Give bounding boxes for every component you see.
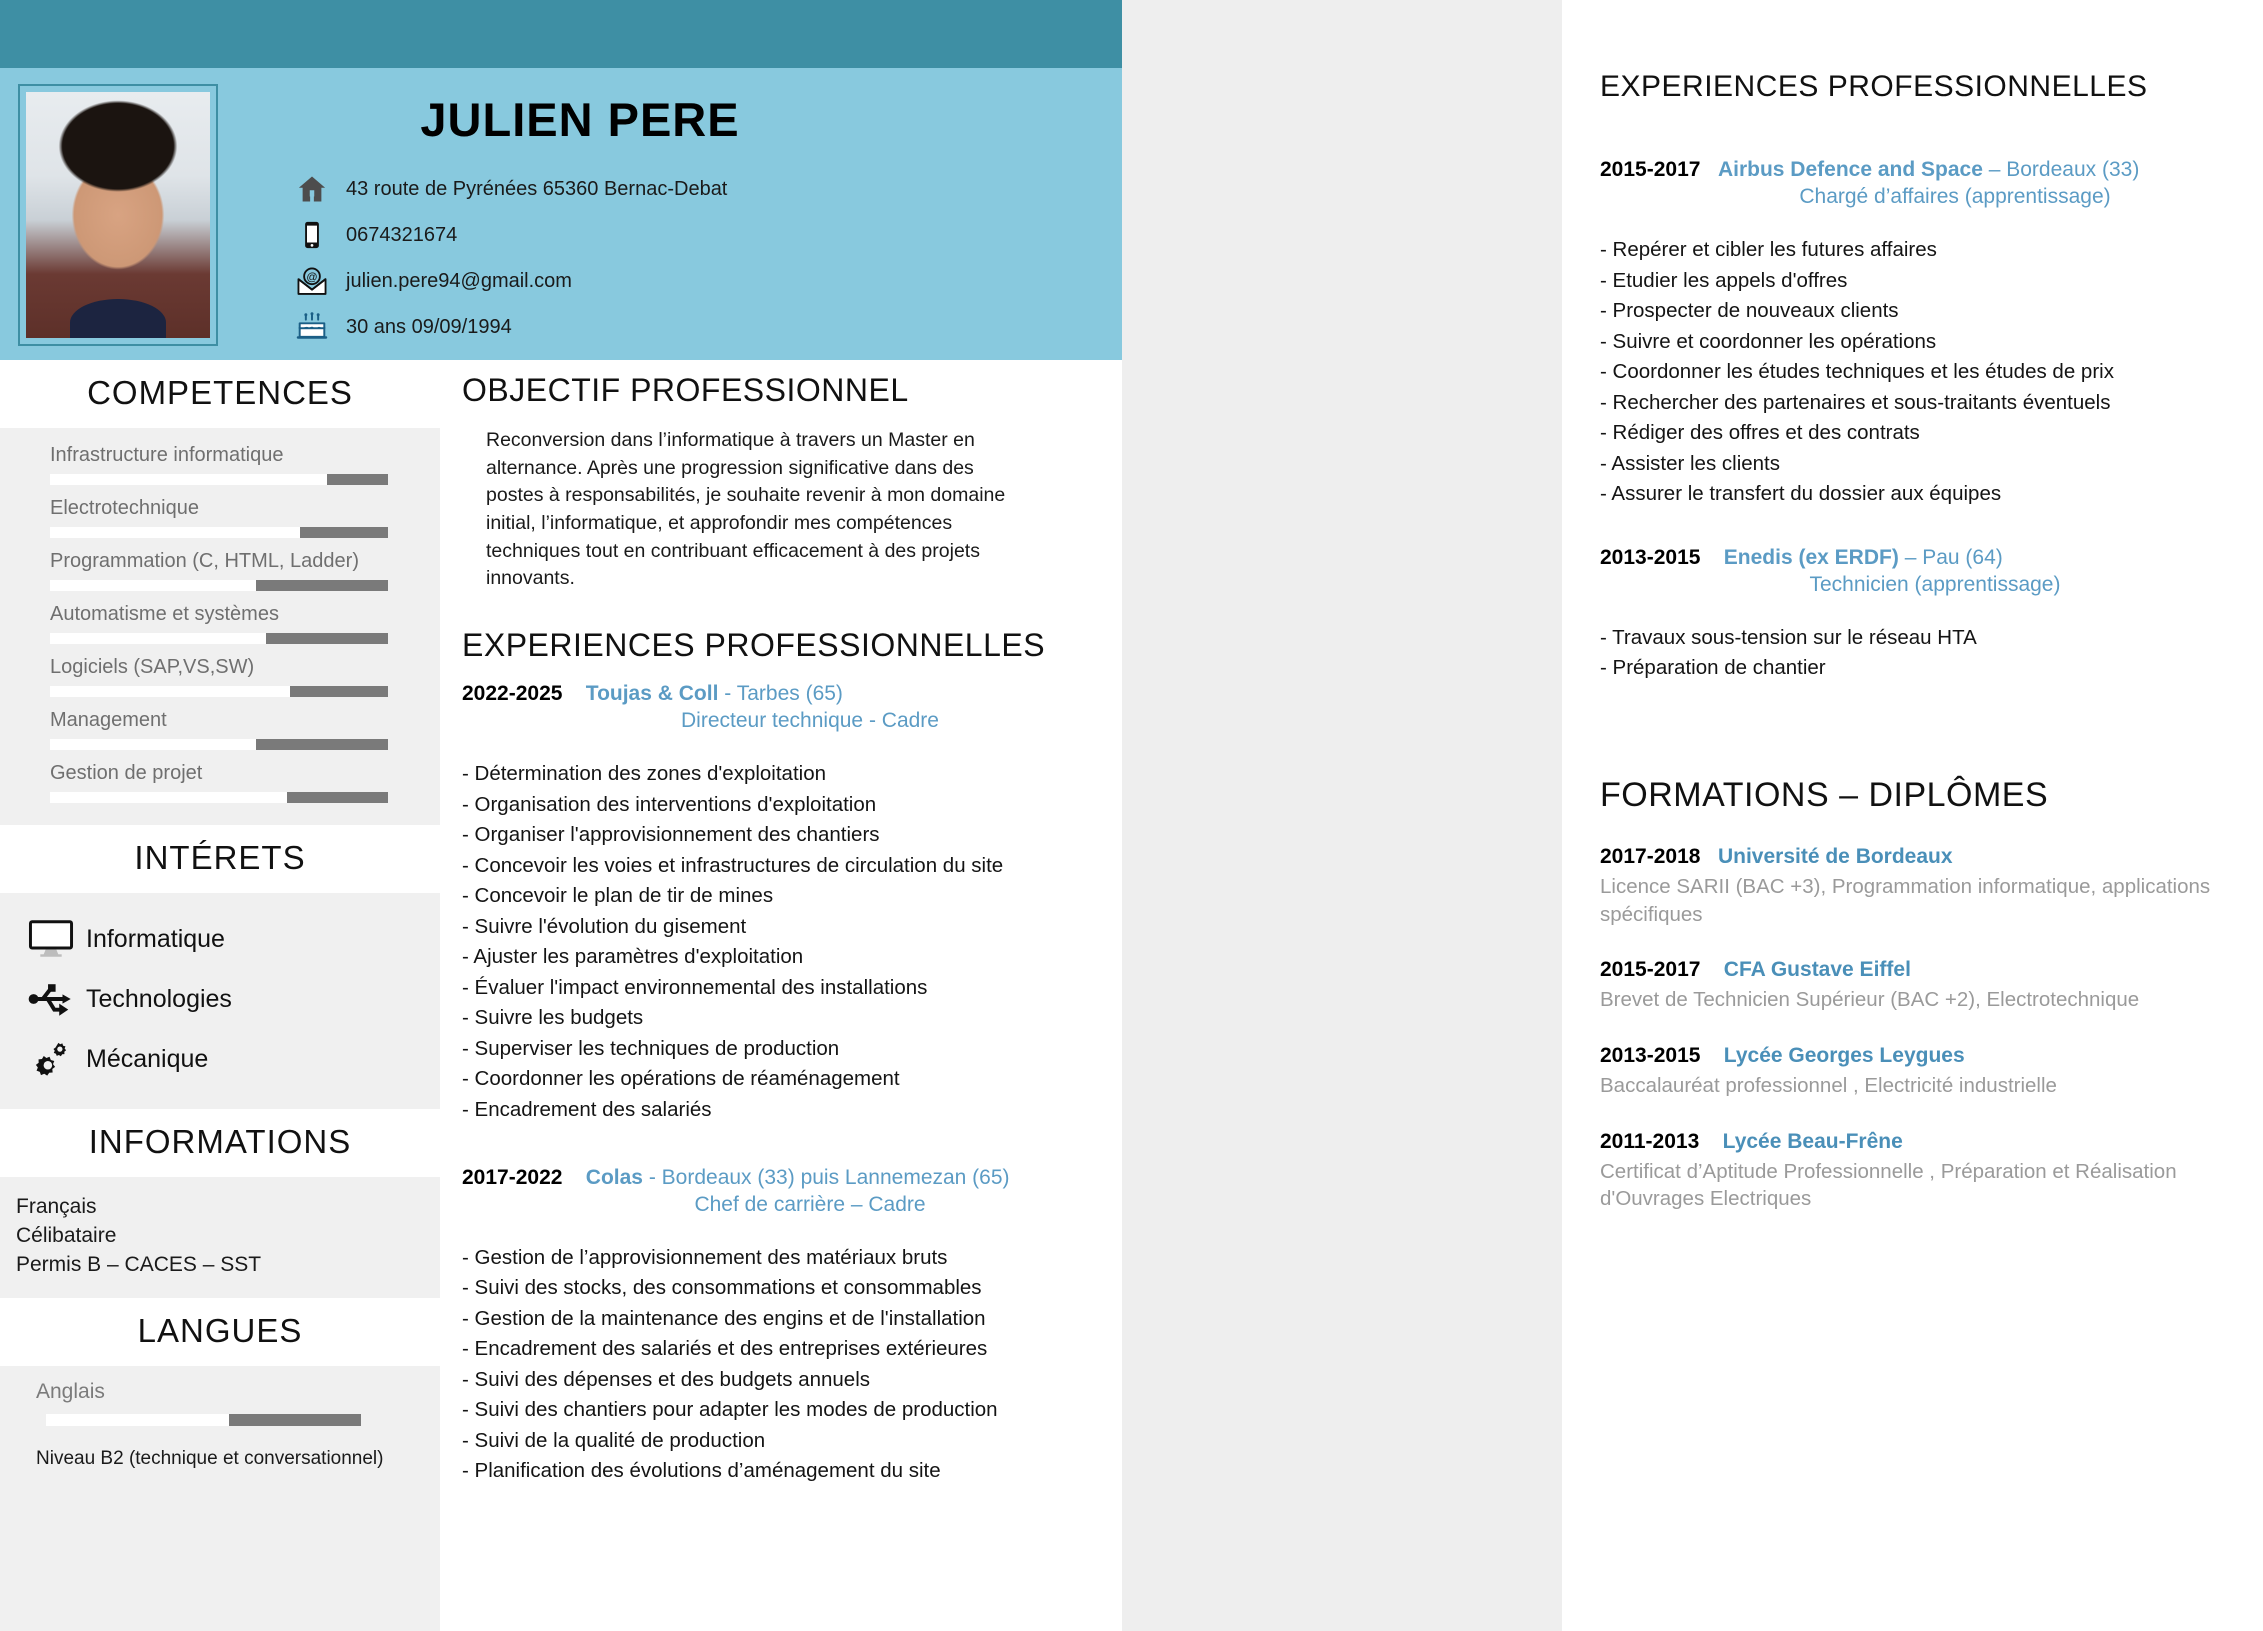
bullet: - Suivi des stocks, des consommations et consommables — [462, 1276, 982, 1300]
bullet: - Suivre les budgets — [462, 1006, 644, 1030]
page-title: JULIEN PERE — [420, 93, 740, 146]
experience-head — [462, 1166, 1102, 1190]
bullet: - Travaux sous-tension sur le réseau HTA — [1600, 625, 1977, 649]
experience-role: Technicien (apprentissage) — [1809, 572, 2061, 596]
informations-list — [0, 1177, 440, 1298]
skill-fill — [50, 527, 300, 538]
experience-item — [1600, 546, 2240, 684]
bullet: - Suivi des chantiers pour adapter les modes de production — [462, 1398, 998, 1422]
language-bar — [46, 1414, 361, 1426]
experience-item — [462, 1166, 1102, 1487]
skill-label: Logiciels (SAP,VS,SW) — [50, 656, 255, 678]
bullet: - Coordonner les opérations de réaménagement — [462, 1067, 900, 1091]
contact-row-phone — [288, 212, 988, 258]
experience-years: 2015-2017 — [1600, 158, 1701, 181]
experience-bullets — [462, 1243, 1102, 1487]
skill-label: Electrotechnique — [50, 497, 199, 519]
formation-school: Université de Bordeaux — [1717, 844, 1953, 868]
formation-item — [1600, 1044, 2240, 1100]
bullet: - Assister les clients — [1600, 451, 1780, 475]
info-line: Permis B – CACES – SST — [16, 1252, 262, 1276]
usb-share-icon — [16, 979, 86, 1019]
experience-bullets — [1600, 623, 2240, 684]
interest-item — [16, 1029, 440, 1089]
formations-title: FORMATIONS – DIPLÔMES — [1600, 775, 2049, 814]
bullet: - Repérer et cibler les futures affaires — [1600, 238, 1937, 261]
skill-label: Automatisme et systèmes — [50, 603, 279, 625]
skill-fill — [50, 474, 327, 485]
experience-company: Toujas & Coll — [585, 682, 719, 706]
skill-item — [50, 756, 390, 803]
contact-phone: 0674321674 — [346, 223, 458, 246]
interets-title: INTÉRETS — [134, 839, 306, 876]
language-note: Niveau B2 (technique et conversationnel) — [36, 1447, 384, 1469]
contact-row-birthday — [288, 304, 988, 350]
skill-fill — [50, 633, 266, 644]
formation-item — [1600, 845, 2240, 928]
skill-item — [50, 544, 390, 591]
info-line: Français — [16, 1195, 97, 1218]
skill-bar — [50, 580, 388, 591]
skill-item — [50, 597, 390, 644]
formation-item — [1600, 1130, 2240, 1213]
contact-birthday: 30 ans 09/09/1994 — [346, 315, 512, 338]
bullet: - Prospecter de nouveaux clients — [1600, 299, 1899, 323]
formation-desc: Brevet de Technicien Supérieur (BAC +2), Electrotechnique — [1600, 988, 2140, 1012]
spacer — [1600, 684, 2240, 776]
experience-location: - Bordeaux (33) puis Lannemezan (65) — [648, 1165, 1010, 1189]
email-icon — [288, 266, 336, 296]
bullet: - Préparation de chantier — [1600, 656, 1826, 680]
sidebar — [0, 360, 440, 1631]
contact-row-address — [288, 166, 988, 212]
bullet: - Suivi des dépenses et des budgets annuels — [462, 1367, 870, 1391]
experience-role: Chef de carrière – Cadre — [694, 1192, 926, 1216]
bullet: - Concevoir les voies et infrastructures de circulation du site — [462, 853, 1004, 877]
interest-item — [16, 909, 440, 969]
skill-fill — [50, 580, 256, 591]
home-icon — [288, 174, 336, 204]
formation-years: 2013-2015 — [1600, 1043, 1701, 1067]
bullet: - Rédiger des offres et des contrats — [1600, 421, 1920, 445]
formation-school: Lycée Georges Leygues — [1723, 1043, 1965, 1067]
formation-years: 2017-2018 — [1600, 844, 1701, 868]
experience-company: Enedis (ex ERDF) — [1723, 545, 1899, 569]
objectif-text: Reconversion dans l’informatique à travers un Master en alternance. Après une progression significative dans des postes à responsabilités, je souhaite revenir à mon domaine initial, l’informatique, et approfondir mes compétences techniques tout en contribuant efficacement à des projets innovants. — [486, 429, 1006, 590]
skill-item — [50, 703, 390, 750]
competences-list — [0, 428, 440, 825]
experience-company: Airbus Defence and Space — [1717, 158, 1983, 181]
experience-bullets — [1600, 235, 2240, 510]
bullet: - Planification des évolutions d’aménagement du site — [462, 1459, 941, 1483]
bullet: - Etudier les appels d'offres — [1600, 268, 1848, 292]
experience-role: Chargé d’affaires (apprentissage) — [1799, 185, 2111, 208]
interest-label: Mécanique — [86, 1044, 209, 1073]
gears-icon — [16, 1039, 86, 1079]
formation-years: 2011-2013 — [1600, 1129, 1700, 1153]
skill-item — [50, 438, 390, 485]
experience-bullets — [462, 759, 1102, 1125]
experience-item — [462, 682, 1102, 1125]
skill-label: Infrastructure informatique — [50, 444, 284, 466]
interest-item — [16, 969, 440, 1029]
skill-bar — [50, 474, 388, 485]
header-top-bar — [0, 0, 1122, 68]
phone-icon — [288, 220, 336, 250]
section-header-competences — [0, 360, 440, 428]
bullet: - Gestion de l’approvisionnement des matériaux bruts — [462, 1245, 948, 1269]
cv-page-1 — [0, 0, 1122, 1631]
bullet: - Gestion de la maintenance des engins et de l'installation — [462, 1306, 986, 1330]
main-column-right — [1600, 70, 2240, 1213]
formation-head — [1600, 1130, 2240, 1154]
skill-label: Gestion de projet — [50, 762, 203, 784]
language-fill — [46, 1414, 229, 1426]
bullet: - Organisation des interventions d'exploitation — [462, 792, 877, 816]
formation-school: CFA Gustave Eiffel — [1723, 958, 1911, 982]
informations-title: INFORMATIONS — [88, 1123, 352, 1160]
formation-head — [1600, 958, 2240, 982]
formation-school: Lycée Beau-Frêne — [1722, 1129, 1903, 1153]
experience-years: 2013-2015 — [1600, 545, 1701, 569]
skill-item — [50, 650, 390, 697]
experience-head — [1600, 546, 2240, 570]
formation-desc: Licence SARII (BAC +3), Programmation informatique, applications spécifiques — [1600, 874, 2211, 926]
objectif-title: OBJECTIF PROFESSIONNEL — [462, 372, 909, 408]
formation-head — [1600, 845, 2240, 869]
skill-fill — [50, 686, 290, 697]
skill-bar — [50, 527, 388, 538]
interest-label: Technologies — [86, 984, 232, 1013]
skill-fill — [50, 739, 256, 750]
svg-text:@: @ — [306, 271, 318, 284]
experience-location: – Pau (64) — [1904, 545, 2003, 569]
skill-bar — [50, 633, 388, 644]
bullet: - Suivre et coordonner les opérations — [1600, 329, 1937, 353]
langues-title: LANGUES — [137, 1311, 303, 1349]
formation-desc: Certificat d’Aptitude Professionnelle , Préparation et Réalisation d'Ouvrages Electriques — [1600, 1159, 2177, 1211]
skill-bar — [50, 792, 388, 803]
formation-years: 2015-2017 — [1600, 958, 1701, 982]
experience-head — [1600, 158, 2240, 182]
section-header-informations — [0, 1109, 440, 1177]
experience-location: - Tarbes (65) — [724, 682, 843, 706]
formation-desc: Baccalauréat professionnel , Electricité industrielle — [1600, 1073, 2057, 1097]
bullet: - Suivi de la qualité de production — [462, 1428, 766, 1452]
experiences-title-right: EXPERIENCES PROFESSIONNELLES — [1600, 70, 2148, 103]
section-header-langues — [0, 1298, 440, 1366]
experiences-title-left: EXPERIENCES PROFESSIONNELLES — [462, 627, 1046, 664]
experience-years: 2017-2022 — [462, 1165, 563, 1189]
bullet: - Détermination des zones d'exploitation — [462, 762, 827, 786]
skill-label: Programmation (C, HTML, Ladder) — [50, 550, 359, 572]
experience-location: – Bordeaux (33) — [1988, 158, 2140, 181]
experience-item — [1600, 158, 2240, 510]
language-label: Anglais — [36, 1379, 105, 1403]
monitor-icon — [16, 919, 86, 959]
bullet: - Évaluer l'impact environnemental des installations — [462, 975, 928, 999]
skill-bar — [50, 739, 388, 750]
interets-list — [0, 893, 440, 1109]
contact-address: 43 route de Pyrénées 65360 Bernac-Debat — [346, 177, 728, 200]
bullet: - Coordonner les études techniques et les études de prix — [1600, 360, 2114, 384]
skill-label: Management — [50, 709, 167, 731]
skill-item — [50, 491, 390, 538]
interest-label: Informatique — [86, 924, 225, 953]
bullet: - Organiser l'approvisionnement des chantiers — [462, 823, 880, 847]
experience-role: Directeur technique - Cadre — [681, 709, 939, 733]
main-column-left — [462, 372, 1102, 1487]
bullet: - Suivre l'évolution du gisement — [462, 914, 747, 938]
birthday-cake-icon — [288, 312, 336, 342]
formation-item — [1600, 958, 2240, 1014]
contact-email: julien.pere94@gmail.com — [346, 269, 572, 292]
contact-row-email — [288, 258, 988, 304]
experience-head — [462, 682, 1102, 706]
langues-list — [0, 1366, 440, 1488]
bullet: - Concevoir le plan de tir de mines — [462, 884, 774, 908]
skill-bar — [50, 686, 388, 697]
bullet: - Assurer le transfert du dossier aux équipes — [1600, 482, 2002, 506]
bullet: - Superviser les techniques de production — [462, 1036, 840, 1060]
section-header-interets — [0, 825, 440, 893]
bullet: - Encadrement des salariés et des entreprises extérieures — [462, 1337, 988, 1361]
avatar-frame — [18, 84, 218, 346]
bullet: - Encadrement des salariés — [462, 1097, 712, 1121]
avatar — [26, 92, 210, 338]
bullet: - Ajuster les paramètres d'exploitation — [462, 945, 804, 969]
competences-title: COMPETENCES — [87, 374, 353, 411]
info-line: Célibataire — [16, 1223, 117, 1247]
bullet: - Rechercher des partenaires et sous-traitants éventuels — [1600, 390, 2111, 414]
experience-company: Colas — [585, 1165, 643, 1189]
experience-years: 2022-2025 — [462, 682, 563, 706]
page-gutter — [1122, 0, 1562, 1631]
formation-head — [1600, 1044, 2240, 1068]
contact-list — [288, 166, 988, 350]
skill-fill — [50, 792, 287, 803]
